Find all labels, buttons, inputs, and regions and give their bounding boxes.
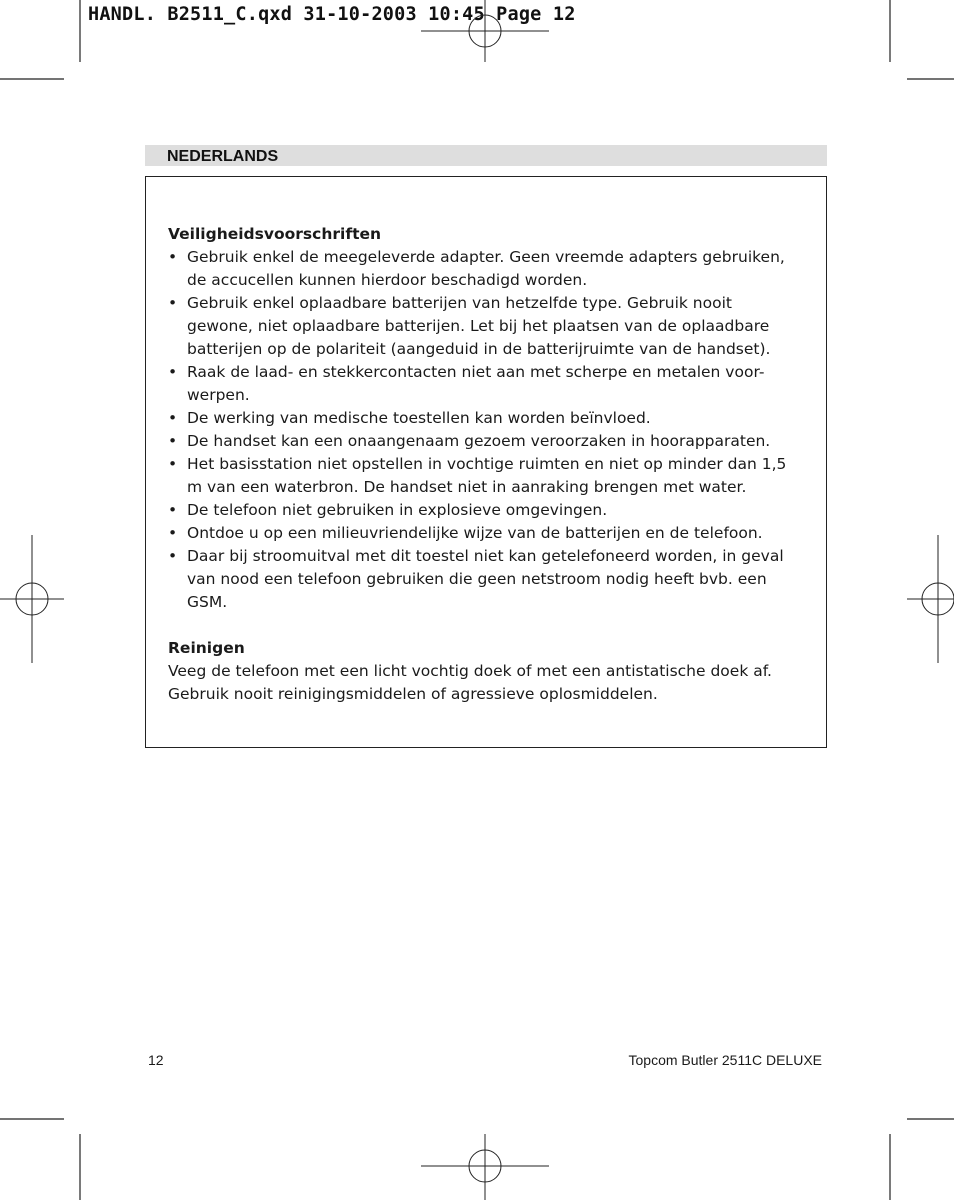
list-item bbox=[168, 453, 798, 499]
list-item-text: Raak de laad- en stekkercontacten niet aan met scherpe en metalen voor-werpen. bbox=[187, 363, 765, 404]
list-item-text: De handset kan een onaangenaam gezoem veroorzaken in hoorapparaten. bbox=[187, 432, 771, 450]
registration-mark-top bbox=[421, 0, 549, 62]
list-item bbox=[168, 292, 798, 361]
slug-line: HANDL. B2511_C.qxd 31-10-2003 10:45 Page 12 bbox=[88, 4, 576, 25]
list-item-text: Daar bij stroomuitval met dit toestel niet kan getelefoneerd worden, in geval van nood een telefoon gebruiken die geen netstroom nodig heeft bvb. een GSM. bbox=[187, 547, 784, 611]
registration-mark-right bbox=[907, 535, 954, 663]
bullet: • bbox=[168, 455, 178, 473]
list-item-text: Het basisstation niet opstellen in vochtige ruimten en niet op minder dan 1,5 m van een waterbron. De handset niet in aanraking brengen met water. bbox=[187, 455, 787, 496]
list-item bbox=[168, 522, 798, 545]
bullet: • bbox=[168, 547, 178, 565]
language-label: NEDERLANDS bbox=[167, 148, 279, 165]
bullet: • bbox=[168, 294, 178, 312]
list-item bbox=[168, 361, 798, 407]
safety-heading: Veiligheidsvoorschriften bbox=[168, 225, 382, 243]
cleaning-heading: Reinigen bbox=[168, 639, 245, 657]
list-item bbox=[168, 545, 798, 614]
list-item-text: Gebruik enkel de meegeleverde adapter. Geen vreemde adapters gebruiken, de accucellen kunnen hierdoor beschadigd worden. bbox=[187, 248, 785, 289]
bullet: • bbox=[168, 409, 178, 427]
product-name: Topcom Butler 2511C DELUXE bbox=[628, 1052, 822, 1068]
content-inner bbox=[168, 223, 798, 706]
page-number: 12 bbox=[148, 1052, 164, 1068]
list-item-text: De werking van medische toestellen kan worden beïnvloed. bbox=[187, 409, 651, 427]
bullet: • bbox=[168, 248, 178, 266]
list-item bbox=[168, 430, 798, 453]
bullet: • bbox=[168, 363, 178, 381]
bullet: • bbox=[168, 432, 178, 450]
language-bar bbox=[145, 145, 827, 166]
cleaning-body: Veeg de telefoon met een licht vochtig doek of met een antistatische doek af. Gebruik nooit reinigingsmiddelen of agressieve oplosmiddelen. bbox=[168, 662, 772, 703]
list-item-text: Ontdoe u op een milieuvriendelijke wijze van de batterijen en de telefoon. bbox=[187, 524, 763, 542]
list-item-text: De telefoon niet gebruiken in explosieve omgevingen. bbox=[187, 501, 608, 519]
list-item-text: Gebruik enkel oplaadbare batterijen van hetzelfde type. Gebruik nooit gewone, niet oplaadbare batterijen. Let bij het plaatsen van de oplaadbare batterijen op de polariteit (aangeduid in de batterijruimte van de handset). bbox=[187, 294, 771, 358]
bullet: • bbox=[168, 524, 178, 542]
registration-mark-bottom bbox=[421, 1134, 549, 1200]
registration-mark-left bbox=[0, 535, 64, 663]
list-item bbox=[168, 499, 798, 522]
list-item bbox=[168, 407, 798, 430]
section-spacer bbox=[168, 614, 798, 637]
content-box bbox=[145, 176, 827, 748]
bullet: • bbox=[168, 501, 178, 519]
safety-list bbox=[168, 246, 798, 614]
list-item bbox=[168, 246, 798, 292]
